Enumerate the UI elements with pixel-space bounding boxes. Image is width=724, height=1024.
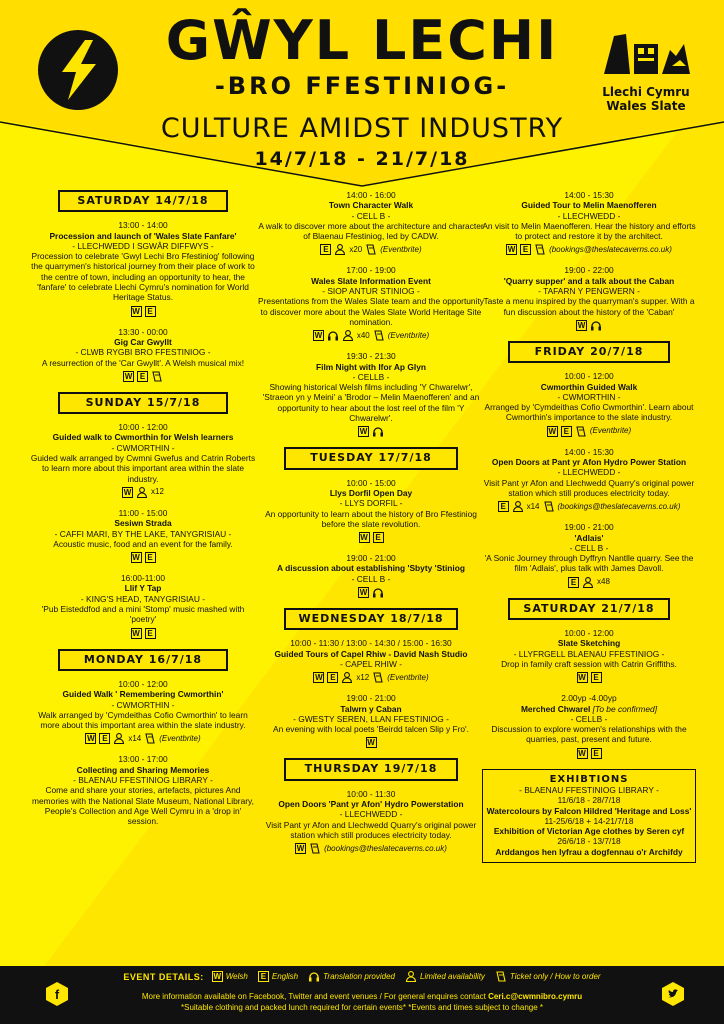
event-venue: - LLECHWEDD - <box>557 210 621 221</box>
exhibitions-venue: - BLAENAU FFESTINIOG LIBRARY - <box>519 784 659 795</box>
event-venue: - SIOP ANTUR STINIOG - <box>322 286 420 297</box>
welsh-language-icon: W <box>123 487 132 497</box>
event-title: Guided walk to Cwmorthin for Welsh learners <box>52 432 234 443</box>
ticket-icon <box>373 330 385 341</box>
footer-notice-line: *Suitable clothing and packed lunch required for certain events* *Events and times subject to change * <box>181 1003 543 1012</box>
event-item <box>30 508 256 563</box>
event-time: 10:00 - 12:00 <box>564 628 614 639</box>
event-title: Llif Y Tap <box>124 583 162 594</box>
english-language-icon: E <box>373 532 384 543</box>
event-icons <box>256 587 486 598</box>
event-icons <box>480 577 698 588</box>
event-item <box>30 754 256 826</box>
event-title: Guided Tour to Melin Maenofferen <box>521 200 657 211</box>
capacity-count: x40 <box>356 330 370 340</box>
welsh-language-icon: W <box>132 628 140 638</box>
exhibitions-box <box>482 769 696 863</box>
event-description: Showing historical Welsh films including 'Y Chwarelwr', 'Straeon yn y Meini' a 'Brodor – Melin Maenofferen' and an opportunity to hear about the lost reel of the film 'Y Chwarelwr'. <box>262 382 480 424</box>
event-title: Wales Slate Information Event <box>311 275 431 286</box>
event-time: 19:00 - 21:00 <box>564 522 614 533</box>
event-time: 13:30 - 00:00 <box>118 326 168 337</box>
welsh-language-icon: W <box>87 734 95 744</box>
english-language-icon: E <box>498 501 509 512</box>
event-description: A walk to discover more about the architecture and character of Blaenau Ffestiniog, led by CADW. <box>258 220 484 242</box>
event-venue: - LLYFRGELL BLAENAU FFESTINIOG - <box>513 648 665 659</box>
festival-subtitle: -BRO FFESTINIOG- <box>214 72 510 100</box>
legend-item <box>405 971 485 982</box>
event-item <box>256 478 486 543</box>
event-description: Acoustic music, food and an event for the family. <box>53 538 233 549</box>
event-time: 14:00 - 15:30 <box>564 446 614 457</box>
person-icon <box>334 244 346 255</box>
quarry-landscape-icon <box>596 30 696 76</box>
english-language-icon: E <box>520 244 531 255</box>
event-time: 2.00yp -4.00yp <box>561 693 617 704</box>
event-description: Visit Pant yr Afon and Llechwedd Quarry's original power station which still produces electricity today. <box>265 819 477 840</box>
event-title-note: [To be confirmed] <box>592 703 658 714</box>
day-heading: MONDAY 16/7/18 <box>58 649 228 671</box>
booking-note: (bookings@theslatecaverns.co.uk) <box>557 501 681 511</box>
capacity-count: x48 <box>597 577 610 587</box>
legend-item <box>258 971 298 982</box>
event-time: 13:00 - 14:00 <box>118 220 168 231</box>
capacity-count: x20 <box>349 244 363 254</box>
event-description: Taste a menu inspired by the quarryman's supper. With a fun discussion about the history of the 'Caban' <box>483 296 695 317</box>
event-title: Town Character Walk <box>328 200 414 211</box>
event-time: 10:00 - 15:00 <box>346 477 396 488</box>
event-description: An visit to Melin Maenofferen. Hear the history and efforts to protect and restore it by the architect. <box>482 220 696 242</box>
event-icons <box>30 306 256 317</box>
partner-name: Llechi Cymru Wales Slate <box>602 85 690 113</box>
event-description: Visit Pant yr Afon and Llechwedd Quarry's original power station which still produces electricity today. <box>483 477 695 498</box>
event-icons <box>480 748 698 759</box>
event-venue: - LLECHWEDD I SGWÂR DIFFWYS - <box>72 240 214 251</box>
event-time: 11:00 - 15:00 <box>118 507 168 518</box>
event-venue: - CAFFI MARI, BY THE LAKE, TANYGRISIAU - <box>54 528 232 539</box>
event-title: Collecting and Sharing Memories <box>76 764 210 775</box>
headphones-icon <box>308 971 320 982</box>
event-venue: - CWMORTHIN - <box>111 442 175 453</box>
welsh-language-icon: W <box>360 533 368 543</box>
english-language-icon: E <box>591 748 602 759</box>
event-icons <box>256 426 486 437</box>
exhibition-title: Watercolours by Falcon Hildred 'Heritage and Loss' <box>486 805 692 816</box>
welsh-language-icon: W <box>124 371 133 381</box>
event-item <box>256 351 486 437</box>
legend-label: Limited availability <box>420 972 485 981</box>
day-heading: FRIDAY 20/7/18 <box>508 341 670 363</box>
english-language-icon: E <box>145 306 156 317</box>
event-description: Come and share your stories, artefacts, pictures And memories with the National Slate Museum, National Library, People's Collection and Age Well Cymru in a 'drop in' session. <box>32 785 254 827</box>
event-title: Gig Car Gwyllt <box>114 336 172 347</box>
festival-tagline: CULTURE AMIDST INDUSTRY <box>160 113 564 144</box>
person-icon <box>405 971 417 982</box>
ticket-icon <box>309 843 321 854</box>
programme-column-2 <box>256 190 486 864</box>
event-item <box>30 220 256 316</box>
english-language-icon: E <box>99 733 110 744</box>
footer-info-line: More information available on Facebook, Twitter and event venues / For general enquires contact Ceri.c@cwmnibro.cymru <box>141 992 583 1001</box>
event-item <box>256 789 486 854</box>
exhibition-dates: 11-25/6/18 + 14-21/7/18 <box>544 815 634 826</box>
svg-text:f: f <box>54 987 60 1002</box>
booking-note: (bookings@theslatecaverns.co.uk) <box>549 244 672 254</box>
facebook-icon[interactable] <box>46 982 68 1006</box>
headphones-icon <box>327 330 339 341</box>
event-description: Walk arranged by 'Cymdeithas Cofio Cwmorthin' to learn more about this important area within the slate industry. <box>38 709 248 731</box>
english-language-icon: E <box>327 672 338 683</box>
day-heading: SATURDAY 21/7/18 <box>508 598 670 620</box>
welsh-language-icon: W <box>578 673 586 683</box>
legend-label: Ticket only / How to order <box>509 972 601 981</box>
person-icon <box>582 577 594 588</box>
event-item <box>480 628 698 683</box>
event-icons <box>30 733 256 744</box>
capacity-count: x14 <box>526 501 540 511</box>
legend-title: EVENT DETAILS: <box>123 971 204 982</box>
event-icons <box>256 672 486 683</box>
english-language-icon: E <box>568 577 579 588</box>
event-description: Presentations from the Wales Slate team and the opportunity to discover more about the Wales Slate World Heritage Site nomination. <box>258 296 484 327</box>
footer <box>0 966 724 1024</box>
event-icons <box>256 843 486 854</box>
event-icons <box>256 244 486 255</box>
event-title: Open Doors 'Pant yr Afon' Hydro Powerstation <box>278 798 464 809</box>
event-item <box>30 573 256 638</box>
welsh-language-icon: W <box>359 588 368 598</box>
event-description: Arranged by 'Cymdeithas Cofio Cwmorthin'. Learn about Cwmorthin's importance to the slate industry. <box>484 402 694 423</box>
event-venue: - CELL B - <box>351 210 391 221</box>
event-time: 10:00 - 11:30 <box>346 788 396 799</box>
welsh-language-icon: W <box>213 972 222 981</box>
booking-note: (bookings@theslatecaverns.co.uk) <box>324 843 447 853</box>
event-title: Guided Walk ' Remembering Cwmorthin' <box>62 689 224 700</box>
event-description: Drop in family craft session with Catrin Griffiths. <box>501 658 677 669</box>
day-heading: SATURDAY 14/7/18 <box>58 190 228 212</box>
welsh-language-icon: W <box>359 427 368 437</box>
legend-item <box>212 971 248 982</box>
ticket-icon <box>495 971 507 982</box>
day-heading: WEDNESDAY 18/7/18 <box>284 608 458 630</box>
twitter-icon[interactable] <box>662 982 684 1006</box>
welsh-language-icon: W <box>296 844 305 854</box>
event-venue: - LLECHWEDD - <box>339 809 403 820</box>
english-language-icon: E <box>145 628 156 639</box>
exhibition-title: Exhibition of Victorian Age clothes by Seren cyf <box>493 826 685 837</box>
booking-note: (Eventbrite) <box>380 244 422 254</box>
event-description: Discussion to explore women's relationships with the quarries, past, present and future. <box>491 724 687 745</box>
event-item <box>480 371 698 436</box>
welsh-language-icon: W <box>132 306 140 316</box>
event-venue: - CWMORTHIN - <box>557 391 621 402</box>
welsh-language-icon: W <box>367 738 375 748</box>
person-icon <box>113 733 125 744</box>
event-title: 'Quarry supper' and a talk about the Caban <box>503 275 675 286</box>
event-time: 13:00 - 17:00 <box>118 754 168 765</box>
event-icons <box>480 320 698 331</box>
headphones-icon <box>590 320 602 331</box>
event-icons <box>480 501 698 512</box>
event-time: 14:00 - 15:30 <box>564 190 614 200</box>
header <box>0 0 724 185</box>
event-title: Sesiwn Strada <box>114 518 172 529</box>
headphones-icon <box>372 587 384 598</box>
event-time: 16:00-11:00 <box>120 573 166 584</box>
event-venue: - TAFARN Y PENGWERN - <box>538 286 640 297</box>
event-venue: - GWESTY SEREN, LLAN FFESTINIOG - <box>293 713 449 724</box>
event-item <box>30 327 256 382</box>
person-icon <box>136 487 148 498</box>
event-time: 10:00 - 12:00 <box>564 371 614 382</box>
event-time: 14:00 - 16:00 <box>346 190 396 200</box>
exhibitions-title: EXHIBTIONS <box>549 773 629 785</box>
event-item <box>480 265 698 330</box>
event-title: Film Night with Ifor Ap Glyn <box>316 361 426 372</box>
event-venue: - CAPEL RHIW - <box>339 658 403 669</box>
event-title: Merched Chwarel [To be confirmed] <box>520 703 658 714</box>
event-description: Guided walk arranged by Cwmni Gwefus and Catrin Roberts to learn more about this important area within the slate industry. <box>30 453 256 484</box>
legend-item <box>495 971 601 982</box>
event-icons <box>30 371 256 382</box>
legend-label: Welsh <box>225 972 248 981</box>
event-description: A resurrection of the 'Car Gwyllt'. A Welsh musical mix! <box>41 357 245 368</box>
welsh-language-icon: W <box>315 673 323 683</box>
event-icons <box>30 487 256 498</box>
booking-note: (Eventbrite) <box>589 426 632 436</box>
event-item <box>30 679 256 744</box>
event-venue: - KING'S HEAD, TANYGRISIAU - <box>80 593 206 604</box>
event-icons <box>256 532 486 543</box>
event-time: 10:00 - 12:00 <box>118 678 168 689</box>
english-language-icon: E <box>258 971 269 982</box>
event-item <box>480 693 698 758</box>
english-language-icon: E <box>145 552 156 563</box>
event-icons <box>480 672 698 683</box>
ticket-icon <box>543 501 555 512</box>
event-details-legend <box>0 971 724 982</box>
event-description: An evening with local poets 'Beirdd talcen Slip y Fro'. <box>273 724 469 735</box>
event-icons <box>480 426 698 437</box>
legend-label: English <box>271 972 299 981</box>
person-icon <box>512 501 524 512</box>
event-title: Cwmorthin Guided Walk <box>540 381 638 392</box>
event-icons <box>256 737 486 748</box>
event-title: Slate Sketching <box>557 638 621 649</box>
welsh-language-icon: W <box>578 748 586 758</box>
event-title: Talwrn y Caban <box>340 703 402 714</box>
ticket-icon <box>365 244 377 255</box>
event-title: Guided Tours of Capel Rhiw - David Nash Studio <box>274 648 468 659</box>
english-language-icon: E <box>320 244 331 255</box>
event-item <box>256 265 486 341</box>
event-venue: - LLECHWEDD - <box>557 467 621 478</box>
capacity-count: x12 <box>356 672 370 682</box>
event-icons <box>256 330 486 341</box>
ticket-icon <box>575 426 587 437</box>
event-title: A discussion about establishing 'Sbyty 'Stiniog <box>277 563 465 574</box>
event-item <box>480 522 698 587</box>
event-item <box>256 553 486 598</box>
event-item <box>256 693 486 748</box>
event-icons <box>30 628 256 639</box>
event-venue: - CLWB RYGBI BRO FFESTINIOG - <box>75 347 211 358</box>
welsh-language-icon: W <box>314 331 323 341</box>
programme-column-3 <box>480 190 698 863</box>
booking-note: (Eventbrite) <box>159 733 201 743</box>
festival-dates: 14/7/18 - 21/7/18 <box>254 148 470 170</box>
festival-title: GŴYL LECHI <box>165 9 559 72</box>
event-title: Llys Dorfil Open Day <box>329 487 413 498</box>
event-venue: - CELLB - <box>570 713 608 724</box>
event-title: Procession and launch of 'Wales Slate Fanfare' <box>49 230 237 241</box>
contact-email-link[interactable]: Ceri.c@cwmnibro.cymru <box>488 992 583 1001</box>
capacity-count: x14 <box>128 733 142 743</box>
event-venue: - CELLB - <box>352 371 390 382</box>
event-time: 19:30 - 21:30 <box>346 351 396 362</box>
legend-item <box>308 971 395 982</box>
english-language-icon: E <box>591 672 602 683</box>
ticket-icon <box>534 244 546 255</box>
event-venue: - CELL B - <box>569 542 609 553</box>
legend-label: Translation provided <box>323 972 395 981</box>
event-time: 19:00 - 22:00 <box>564 265 614 276</box>
booking-note: (Eventbrite) <box>387 330 430 340</box>
event-venue: - LLYS DORFIL - <box>339 498 403 509</box>
welsh-language-icon: W <box>132 553 140 563</box>
ticket-icon <box>151 371 163 382</box>
event-time: 10:00 - 12:00 <box>118 422 168 433</box>
programme-column-1 <box>30 190 256 836</box>
booking-note: (Eventbrite) <box>387 672 429 682</box>
event-item <box>30 422 256 498</box>
event-venue: - CELL B - <box>351 573 391 584</box>
event-description: Procession to celebrate 'Gwyl Lechi Bro Ffestiniog' following the quarrymen's historical journey from their place of work to the centre of town, including an opportunity to hear, the 'fanfare' to celebrate Llechi Cymru's nomination for World Heritage Status. <box>31 251 255 303</box>
event-time: 19:00 - 21:00 <box>346 553 396 564</box>
exhibition-dates: 11/6/18 - 28/7/18 <box>557 795 621 806</box>
event-item <box>256 638 486 683</box>
ticket-icon <box>372 672 384 683</box>
event-time: 10:00 - 11:30 / 13:00 - 14:30 / 15:00 - 16:30 <box>290 638 452 649</box>
event-icons <box>30 552 256 563</box>
welsh-language-icon: W <box>507 245 516 255</box>
welsh-language-icon: W <box>577 320 586 330</box>
exhibition-dates: 26/6/18 - 13/7/18 <box>557 836 621 847</box>
welsh-language-icon: W <box>548 426 557 436</box>
day-heading: THURSDAY 19/7/18 <box>284 758 458 780</box>
ticket-icon <box>144 733 156 744</box>
day-heading: SUNDAY 15/7/18 <box>58 392 228 414</box>
wales-slate-logo <box>596 30 696 113</box>
event-title: Open Doors at Pant yr Afon Hydro Power Station <box>491 457 687 468</box>
english-language-icon: E <box>561 426 572 437</box>
event-description: An opportunity to learn about the history of Bro Ffestiniog before the slate revolution. <box>265 508 477 529</box>
person-icon <box>341 672 353 683</box>
person-icon <box>342 330 354 341</box>
event-time: 19:00 - 21:00 <box>346 693 396 704</box>
event-item <box>256 190 486 255</box>
event-venue: - BLAENAU FFESTINIOG LIBRARY - <box>73 774 213 785</box>
event-time: 17:00 - 19:00 <box>346 265 396 276</box>
event-venue: - CWMORTHIN - <box>111 699 175 710</box>
event-title: 'Adlais' <box>574 532 604 543</box>
event-item <box>480 190 698 255</box>
event-description: 'A Sonic Journey through Dyffryn Nantlle quarry. See the film 'Adlais', plus talk with James Davoll. <box>484 553 694 574</box>
capacity-count: x12 <box>151 487 164 497</box>
event-icons <box>480 244 698 255</box>
event-description: 'Pub Eisteddfod and a mini 'Stomp' music mashed with 'poetry' <box>41 604 245 625</box>
headphones-icon <box>372 426 384 437</box>
english-language-icon: E <box>137 371 148 382</box>
event-item <box>480 447 698 512</box>
exhibition-title: Arddangos hen lyfrau a dogfennau o'r Archifdy <box>495 846 683 857</box>
day-heading: TUESDAY 17/7/18 <box>284 447 458 469</box>
